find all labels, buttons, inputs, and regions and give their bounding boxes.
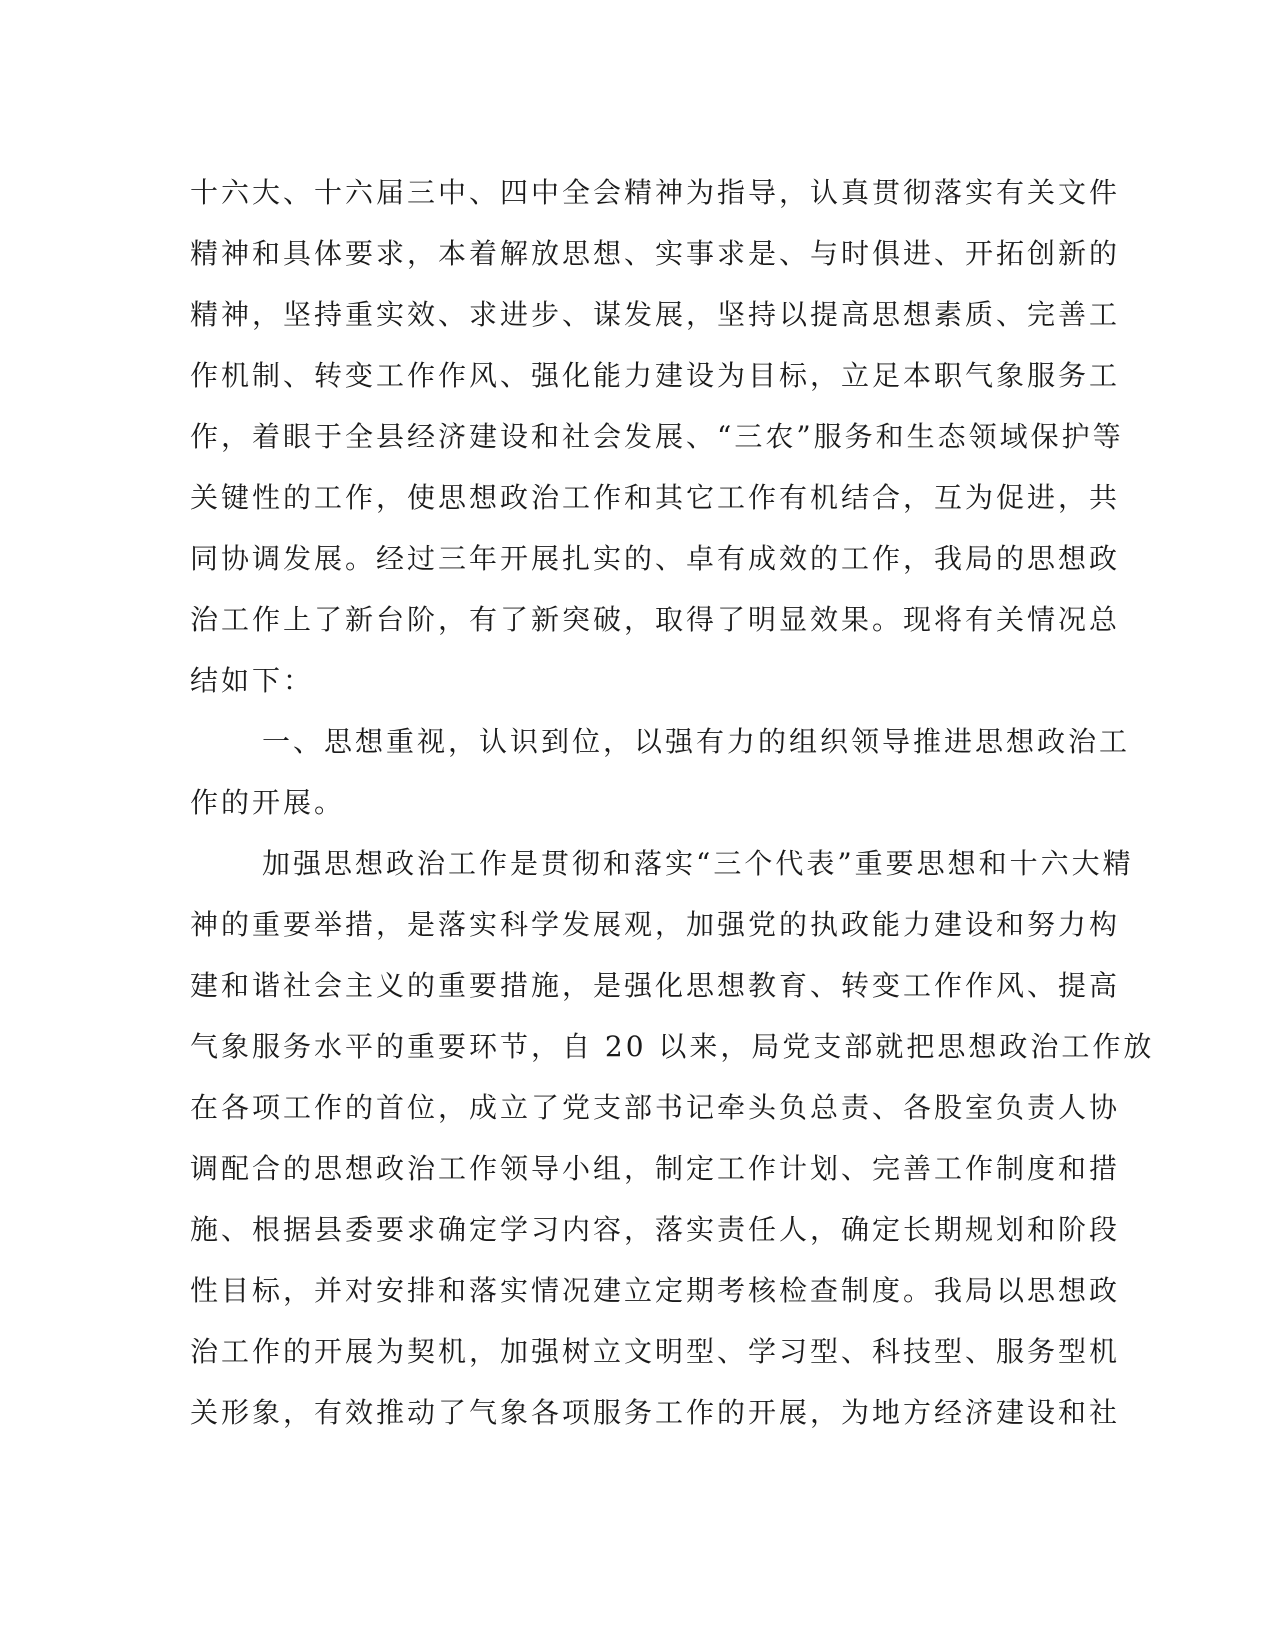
section-heading: 一、思想重视，认识到位，以强有力的组织领导推进思想政治工 (262, 725, 1131, 758)
text-line: 同协调发展。经过三年开展扎实的、卓有成效的工作，我局的思想政 (190, 542, 1121, 575)
text-line: 结如下： (190, 664, 315, 697)
text-line: 精神，坚持重实效、求进步、谋发展，坚持以提高思想素质、完善工 (190, 298, 1121, 331)
text-line: 在各项工作的首位，成立了党支部书记牵头负总责、各股室负责人协 (190, 1091, 1121, 1124)
text-line: 调配合的思想政治工作领导小组，制定工作计划、完善工作制度和措 (190, 1152, 1121, 1185)
text-line: 十六大、十六届三中、四中全会精神为指导，认真贯彻落实有关文件 (190, 176, 1121, 209)
text-line: 建和谐社会主义的重要措施，是强化思想教育、转变工作作风、提高 (190, 969, 1121, 1002)
text-line: 作，着眼于全县经济建设和社会发展、“三农”服务和生态领域保护等 (190, 420, 1124, 453)
text-line: 治工作的开展为契机，加强树立文明型、学习型、科技型、服务型机 (190, 1335, 1121, 1368)
text-line: 性目标，并对安排和落实情况建立定期考核检查制度。我局以思想政 (190, 1274, 1121, 1307)
text-line: 气象服务水平的重要环节，自 20 以来，局党支部就把思想政治工作放 (190, 1030, 1155, 1063)
text-line: 关形象，有效推动了气象各项服务工作的开展，为地方经济建设和社 (190, 1396, 1121, 1429)
text-line: 神的重要举措，是落实科学发展观，加强党的执政能力建设和努力构 (190, 908, 1121, 941)
section-heading-continuation: 作的开展。 (190, 786, 346, 819)
text-line: 作机制、转变工作作风、强化能力建设为目标，立足本职气象服务工 (190, 359, 1121, 392)
document-body (190, 162, 1155, 1443)
paragraph-start: 加强思想政治工作是贯彻和落实“三个代表”重要思想和十六大精 (262, 847, 1134, 880)
text-line: 精神和具体要求，本着解放思想、实事求是、与时俱进、开拓创新的 (190, 237, 1121, 270)
text-line: 施、根据县委要求确定学习内容，落实责任人，确定长期规划和阶段 (190, 1213, 1121, 1246)
text-line: 治工作上了新台阶，有了新突破，取得了明显效果。现将有关情况总 (190, 603, 1121, 636)
text-line: 关键性的工作，使思想政治工作和其它工作有机结合，互为促进，共 (190, 481, 1121, 514)
